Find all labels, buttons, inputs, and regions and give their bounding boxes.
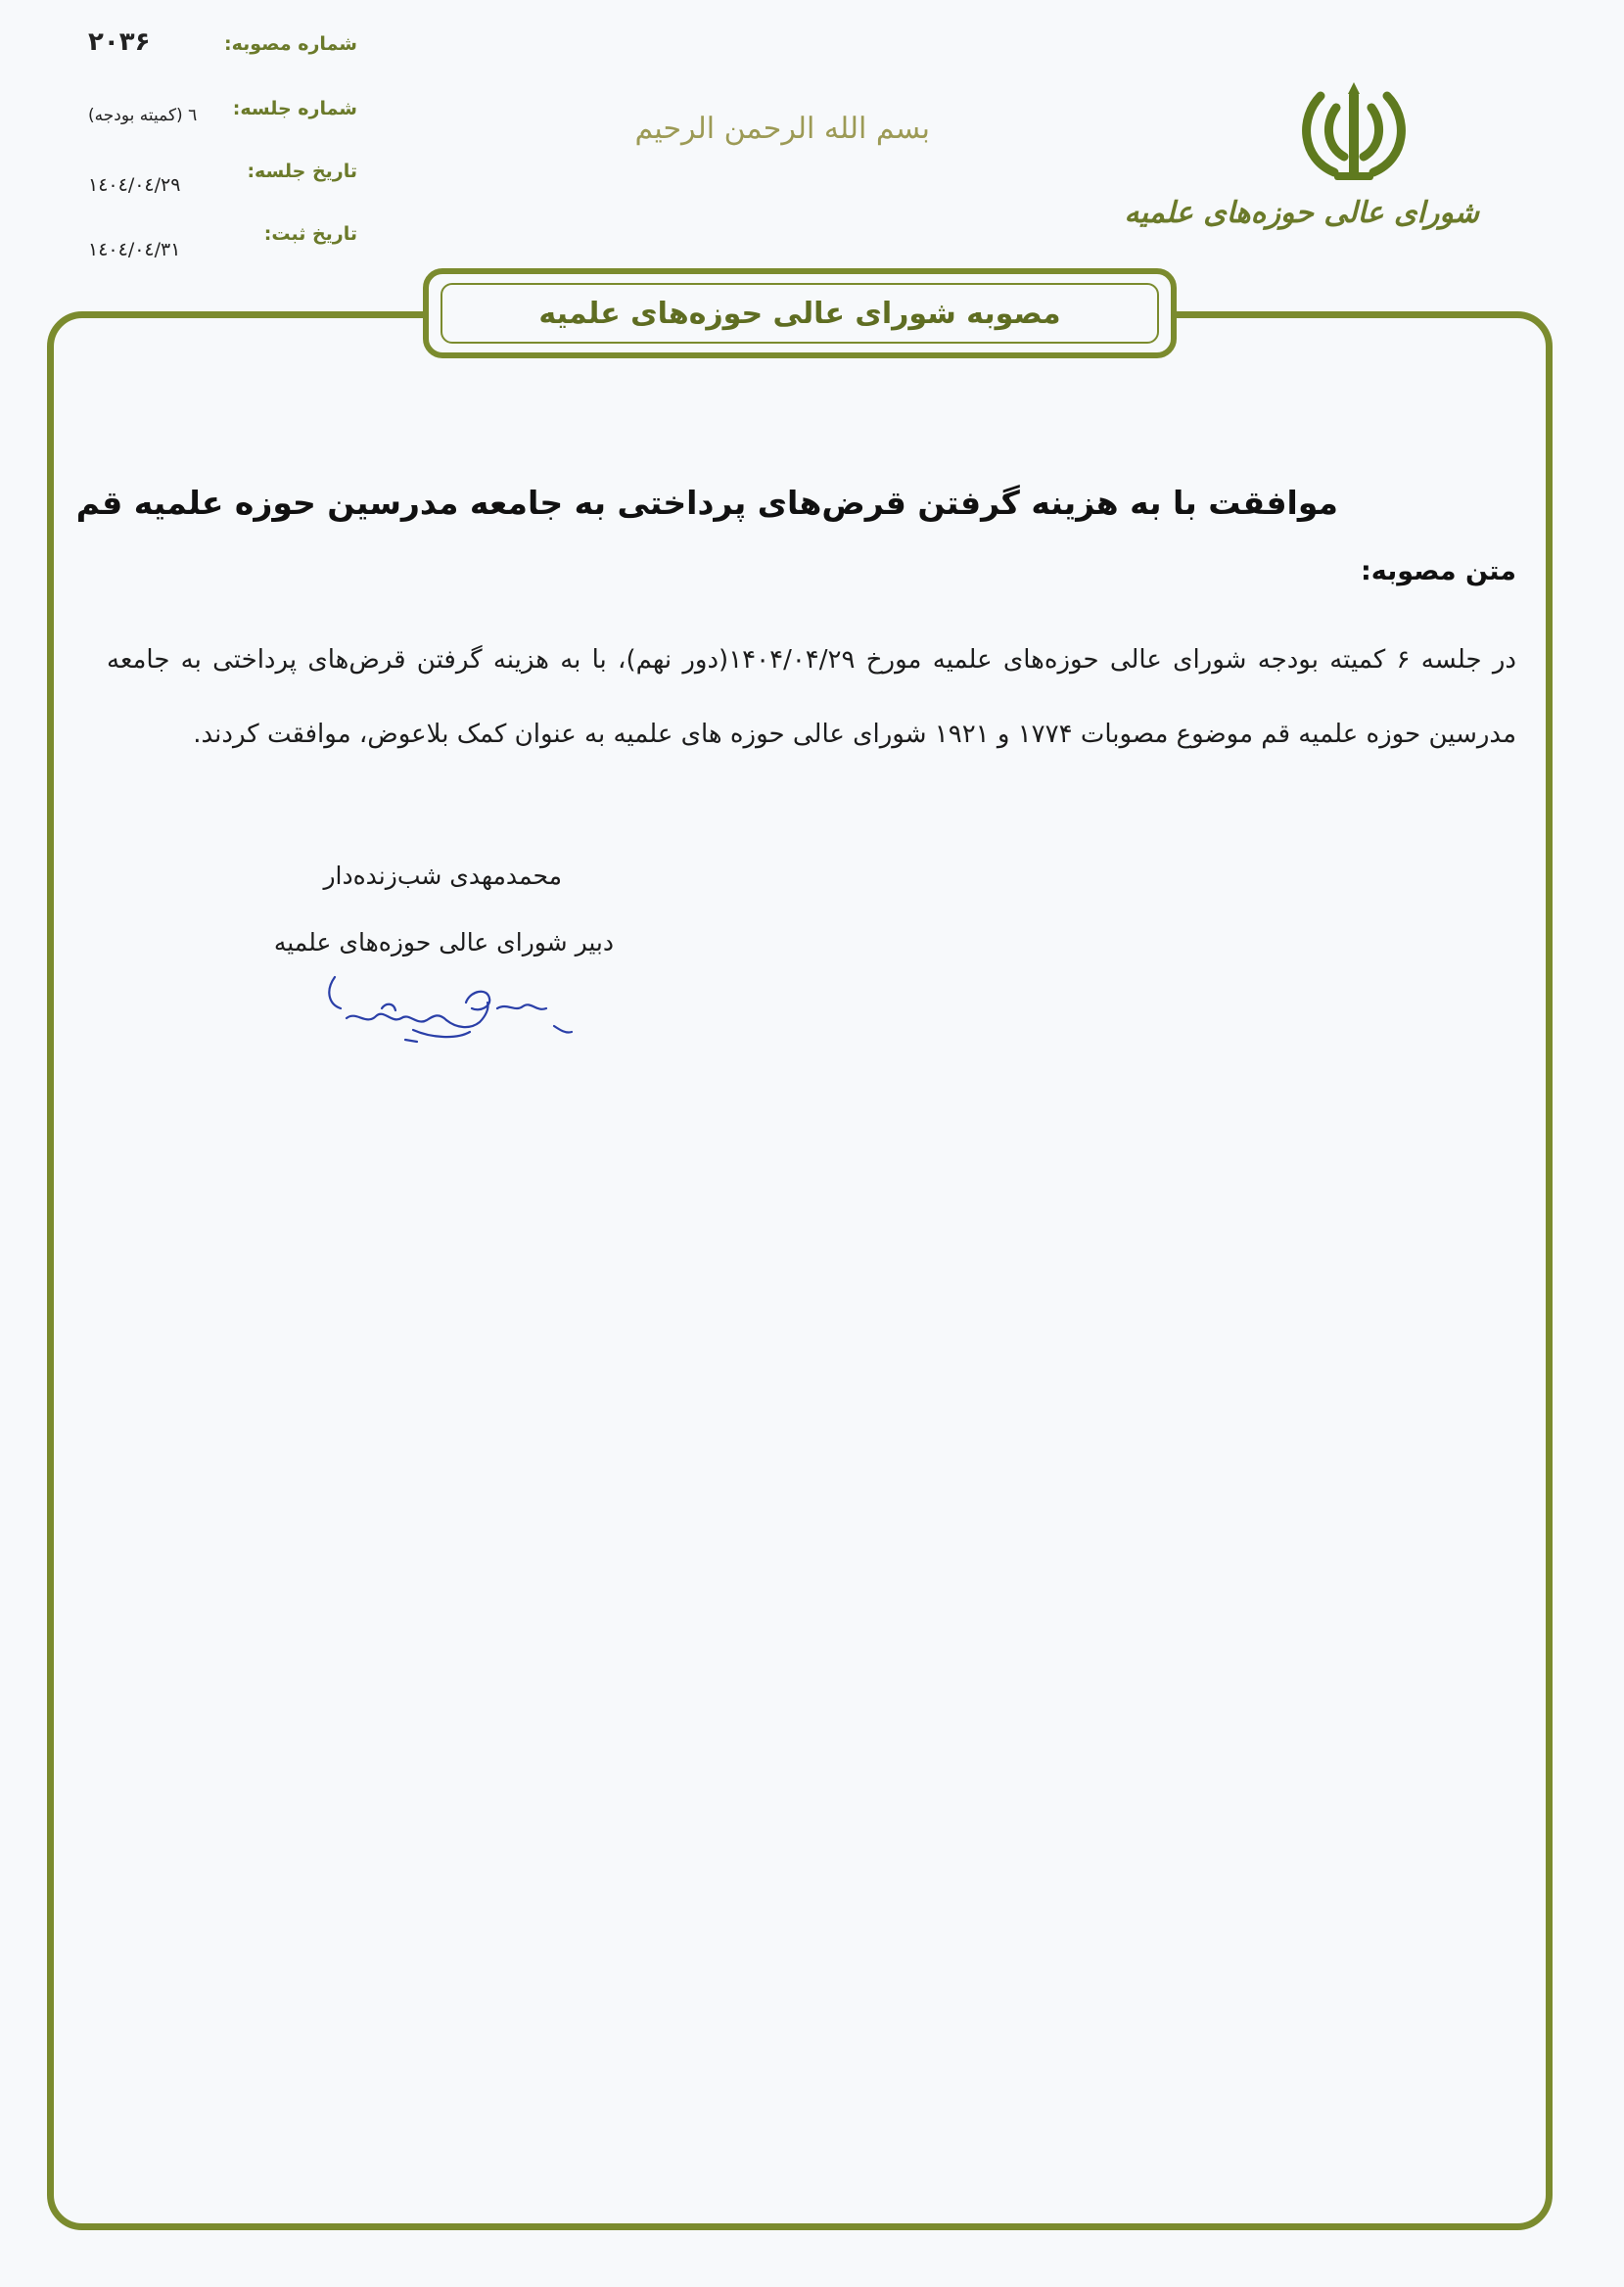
signatory-name: محمدمهدی شب‌زنده‌دار [323, 862, 562, 890]
iran-emblem-icon [1295, 78, 1413, 186]
session-number-label: شماره جلسه: [232, 98, 357, 119]
document-frame [47, 311, 1553, 2230]
signatory-title: دبیر شورای عالی حوزه‌های علمیه [273, 928, 614, 957]
resolution-subject: موافقت با به هزینه گرفتن قرض‌های پرداختی به جامعه مدرسین حوزه علمیه قم [75, 484, 1338, 522]
approval-number-value: ۲۰۳۶ [88, 27, 151, 57]
document-title-tab [423, 268, 1177, 358]
document-title: مصوبه شورای عالی حوزه‌های علمیه [538, 296, 1061, 331]
resolution-text-label: متن مصوبه: [1361, 556, 1516, 586]
registration-date-value: ١٤٠٤/٠٤/٣١ [88, 239, 181, 260]
resolution-body: در جلسه ۶ کمیته بودجه شورای عالی حوزه‌های علمیه مورخ ۱۴۰۴/۰۴/۲۹(دور نهم)، با به هزینه گرفتن قرض‌های پرداختی به جامعه مدرسین حوزه علمیه قم موضوع مصوبات ۱۷۷۴ و ۱۹۲۱ شورای عالی حوزه های علمیه به عنوان کمک بلاعوض، موافقت کردند. [107, 645, 1516, 749]
session-date-label: تاریخ جلسه: [247, 161, 357, 182]
bismillah-calligraphy: بسم الله الرحمن الرحیم [634, 112, 930, 146]
handwritten-signature [323, 969, 578, 1057]
approval-number-label: شماره مصوبه: [224, 33, 357, 55]
registration-date-label: تاریخ ثبت: [263, 223, 357, 245]
session-date-value: ١٤٠٤/٠٤/٢٩ [88, 174, 181, 196]
organization-name: شورای عالی حوزه‌های علمیه [1124, 196, 1479, 230]
session-number-value: ٦ (کمیته بودجه) [88, 106, 198, 125]
